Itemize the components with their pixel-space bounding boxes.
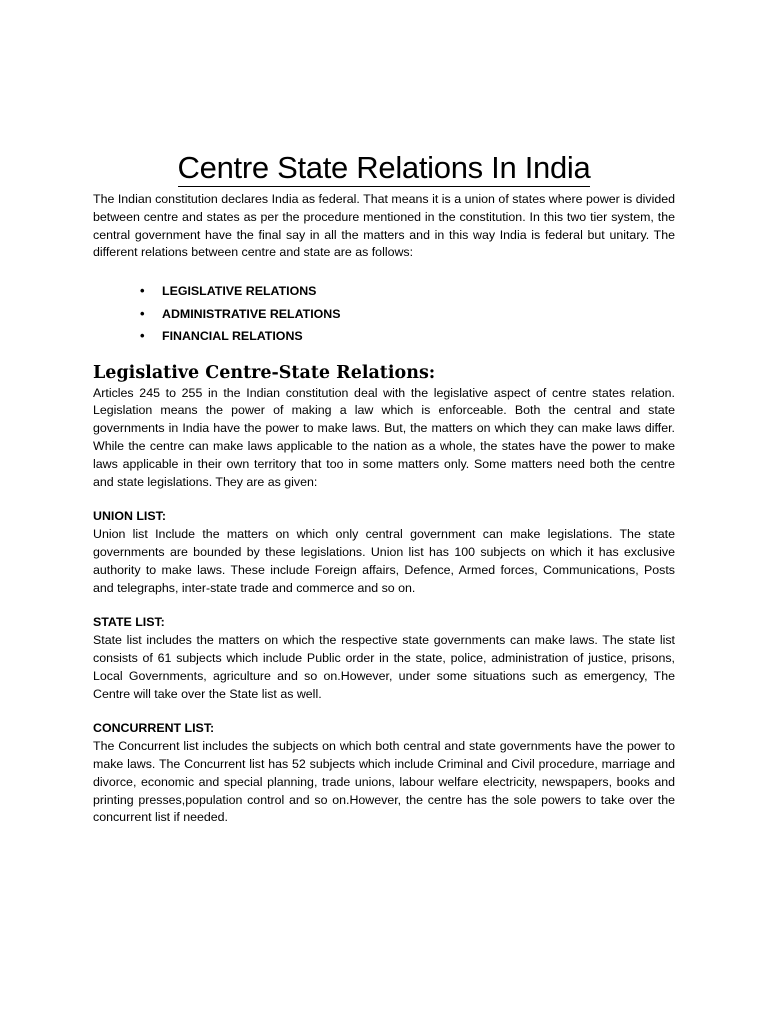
list-item <box>140 280 675 303</box>
list-item-label: ADMINISTRATIVE RELATIONS <box>162 306 341 321</box>
intro-paragraph: The Indian constitution declares India as federal. That means it is a union of states where power is divided between centre and states as per the procedure mentioned in the constitution. In this two tier system, the central government have the final say in all the matters and in this way India is federal but unitary. The different relations between centre and state are as follows: <box>93 192 675 260</box>
list-item-label: LEGISLATIVE RELATIONS <box>162 284 317 299</box>
list-item <box>140 303 675 326</box>
union-list-paragraph: Union list Include the matters on which only central government can make legislations. The state governments are bounded by these legislations. Union list has 100 subjects on which it has exclusive authority to make laws. These include Foreign affairs, Defence, Armed forces, Communications, Posts and telegraphs, inter-state trade and commerce and so on. <box>93 527 675 595</box>
concurrent-list-heading: CONCURRENT LIST: <box>93 721 215 736</box>
page-title <box>93 148 675 188</box>
state-list-paragraph: State list includes the matters on which the respective state governments can make laws. The state list consists of 61 subjects which include Public order in the state, police, administration of justice, prisons, Local Governments, agriculture and so on.However, under some situations such as emergency, The Centre will take over the State list as well. <box>93 633 675 701</box>
bullet-icon: • <box>140 283 145 299</box>
bullet-icon: • <box>140 328 145 344</box>
page-title-text: Centre State Relations In India <box>177 150 591 185</box>
relations-list <box>93 280 675 348</box>
legislative-heading: Legislative Centre-State Relations: <box>93 362 436 383</box>
bullet-icon: • <box>140 305 145 321</box>
document-page <box>93 148 675 827</box>
list-item <box>140 325 675 348</box>
list-item-label: FINANCIAL RELATIONS <box>162 329 303 344</box>
concurrent-list-paragraph: The Concurrent list includes the subjects on which both central and state governments have the power to make laws. The Concurrent list has 52 subjects which include Criminal and Civil procedure, marriage and divorce, economic and special planning, trade unions, labour welfare electricity, newspapers, books and printing presses,population control and so on.However, the centre has the sole powers to take over the concurrent list if needed. <box>93 739 675 825</box>
state-list-heading: STATE LIST: <box>93 615 165 630</box>
union-list-heading: UNION LIST: <box>93 509 166 524</box>
legislative-paragraph: Articles 245 to 255 in the Indian constitution deal with the legislative aspect of centre states relation. Legislation means the power of making a law which is enforceable. Both the central and state governments in India have the power to make laws. But, the matters on which they can make laws differ. While the centre can make laws applicable to the nation as a whole, the states have the power to make laws applicable in their own territory that too in some matters only. Some matters need both the centre and state legislations. They are as given: <box>93 385 675 489</box>
